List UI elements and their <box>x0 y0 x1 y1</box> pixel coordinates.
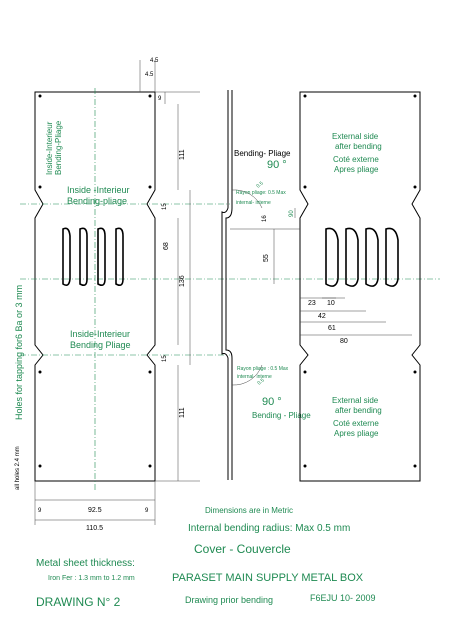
ext-top-4: Apres pliage <box>334 165 379 174</box>
cover-label: Cover - Couvercle <box>194 542 291 556</box>
rayon-bottom: Rayon pliage : 0.5 Max <box>237 366 289 372</box>
ext-bot-3: Coté externe <box>333 419 379 428</box>
dim-111-b: 111 <box>179 407 186 418</box>
ext-bot-1: External side <box>332 396 379 405</box>
drawing-number: DRAWING N° 2 <box>36 595 121 609</box>
iron-label: Iron Fer : 1.3 mm to 1.2 mm <box>48 575 135 582</box>
dim-110-5: 110.5 <box>86 525 103 532</box>
dim-92-5: 92.5 <box>88 507 102 514</box>
dim-4-5-a: 4.5 <box>150 58 159 64</box>
dim-42: 42 <box>318 313 326 320</box>
r05-bottom: 0.5 <box>256 377 266 387</box>
thickness-label: Metal sheet thickness: <box>36 558 135 569</box>
dim-15-a: 15 <box>162 203 168 210</box>
bend-bottom-label: Bending - Pliage <box>252 411 311 420</box>
label-bend1-line1: Inside -Interieur <box>67 185 130 195</box>
bend-top-label: Bending- Pliage <box>234 149 291 158</box>
dims-metric: Dimensions are in Metric <box>205 506 294 515</box>
internal-top: internal- interne <box>236 200 271 206</box>
dim-136: 136 <box>179 275 186 287</box>
dim-9-a: 9 <box>158 96 162 102</box>
dim-55: 55 <box>263 254 270 262</box>
internal-bottom: internal- interne <box>237 374 272 380</box>
ext-top-2: after bending <box>335 142 382 151</box>
dim-16: 16 <box>262 215 268 222</box>
dim-4-5-b: 4.5 <box>145 72 154 78</box>
main-title: PARASET MAIN SUPPLY METAL BOX <box>172 572 364 584</box>
dim-23: 23 <box>308 300 316 307</box>
dim-10: 10 <box>327 300 335 307</box>
ext-top-3: Coté externe <box>333 155 379 164</box>
dim-9-c: 9 <box>38 508 42 514</box>
ext-bot-4: Apres pliage <box>334 429 379 438</box>
holes-label: Holes for tapping for6 Ba or 3 mm <box>14 284 24 420</box>
side-profile <box>222 90 232 480</box>
dim-61: 61 <box>328 325 336 332</box>
author-date: F6EJU 10- 2009 <box>310 593 376 603</box>
ext-top-1: External side <box>332 132 379 141</box>
all-holes-label: all holes 2.4 mm <box>15 446 21 490</box>
dim-111-a: 111 <box>179 149 186 160</box>
ext-bot-2: after bending <box>335 406 382 415</box>
dim-15-b: 15 <box>162 355 168 362</box>
r05-top: 0.5 <box>255 180 265 190</box>
deg-top: 90 ° <box>267 159 287 171</box>
dim-90: 90 <box>289 210 295 217</box>
dim-68: 68 <box>163 242 170 250</box>
label-bend2-line2: Bending Pliage <box>70 340 131 350</box>
internal-radius: Internal bending radius: Max 0.5 mm <box>188 523 351 534</box>
dim-80: 80 <box>340 338 348 345</box>
right-slots <box>326 228 398 286</box>
dim-9-d: 9 <box>145 508 149 514</box>
label-bend1-line2: Bending-pliage <box>67 196 128 206</box>
prior-bending: Drawing prior bending <box>185 595 274 605</box>
label-bend2-line1: Inside-Interieur <box>70 329 131 339</box>
deg-bottom: 90 ° <box>262 396 282 408</box>
left-slots <box>63 228 123 285</box>
label-top-line1: Inside-InterieurBending-Pliage <box>45 120 64 175</box>
rayon-top: Rayon pliage: 0.5 Max <box>236 190 286 196</box>
